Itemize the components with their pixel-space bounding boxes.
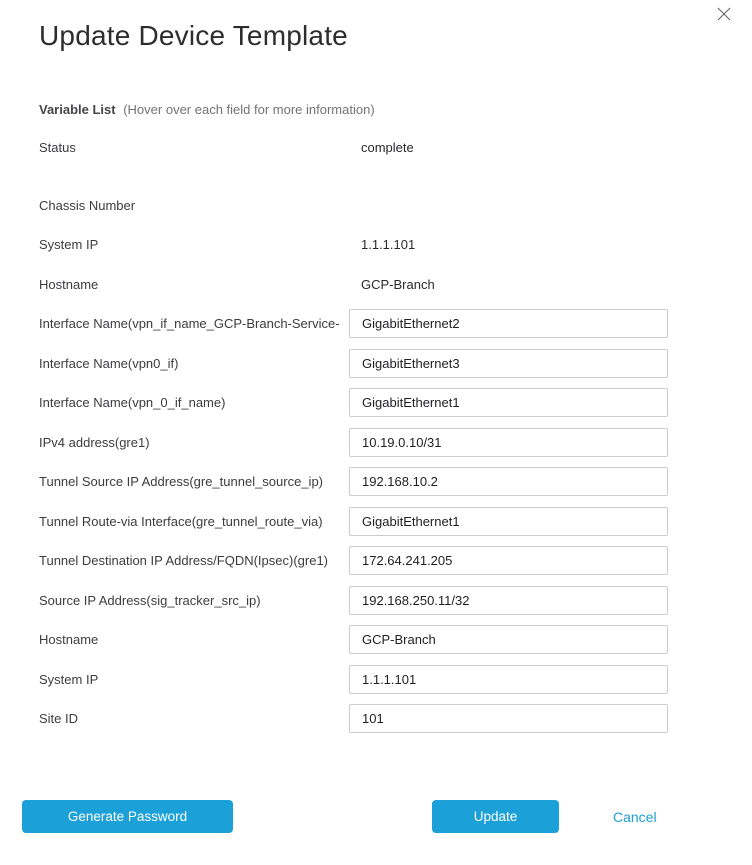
row-label-tunnel-route-via: Tunnel Route-via Interface(gre_tunnel_route_via) [39, 513, 323, 529]
variable-row-ipv4-address-gre1 [0, 423, 752, 463]
cancel-button[interactable]: Cancel [613, 800, 657, 833]
page-title: Update Device Template [39, 20, 348, 51]
variable-row-tunnel-destination [0, 541, 752, 581]
row-label-site-id: Site ID [39, 711, 79, 727]
variable-row-tunnel-source-ip [0, 462, 752, 502]
row-label-interface-name-vpn0-if: Interface Name(vpn0_if) [39, 355, 179, 371]
variable-input-source-ip-sig-tracker[interactable] [349, 586, 668, 615]
variable-input-hostname-input[interactable] [349, 625, 668, 654]
variable-row-hostname-static [0, 265, 752, 305]
variable-row-source-ip-sig-tracker [0, 581, 752, 621]
row-label-system-ip-input: System IP [39, 671, 99, 687]
variable-input-interface-name-service[interactable] [349, 309, 668, 338]
row-label-tunnel-destination: Tunnel Destination IP Address/FQDN(Ipsec)(gre1) [39, 553, 329, 569]
row-label-hostname-input: Hostname [39, 632, 99, 648]
variable-row-chassis-number [0, 186, 752, 226]
close-icon[interactable] [715, 5, 733, 23]
variable-input-interface-name-vpn-0-if-name[interactable] [349, 388, 668, 417]
row-value-hostname-static: GCP-Branch [361, 276, 435, 292]
row-label-interface-name-vpn-0-if-name: Interface Name(vpn_0_if_name) [39, 395, 226, 411]
row-label-chassis-number: Chassis Number [39, 197, 136, 213]
variable-list-heading: Variable List [39, 102, 116, 117]
row-spacer [0, 168, 752, 186]
variable-row-interface-name-vpn0-if [0, 344, 752, 384]
variable-row-site-id [0, 699, 752, 739]
variable-list-header [39, 102, 375, 117]
row-label-source-ip-sig-tracker: Source IP Address(sig_tracker_src_ip) [39, 592, 261, 608]
variable-input-ipv4-address-gre1[interactable] [349, 428, 668, 457]
generate-password-button[interactable]: Generate Password [22, 800, 233, 833]
variable-row-tunnel-route-via [0, 502, 752, 542]
row-label-interface-name-service: Interface Name(vpn_if_name_GCP-Branch-Service- [39, 316, 340, 332]
row-label-status: Status [39, 140, 76, 156]
close-x-glyph [717, 7, 731, 21]
update-button[interactable]: Update [432, 800, 559, 833]
row-value-status: complete [361, 140, 414, 156]
variable-input-system-ip-input[interactable] [349, 665, 668, 694]
variable-row-hostname-input [0, 620, 752, 660]
row-label-system-ip-static: System IP [39, 237, 99, 253]
row-label-hostname-static: Hostname [39, 276, 99, 292]
variable-input-tunnel-destination[interactable] [349, 546, 668, 575]
variable-input-tunnel-route-via[interactable] [349, 507, 668, 536]
dialog-footer [0, 800, 752, 834]
variable-row-system-ip-static [0, 225, 752, 265]
variable-input-interface-name-vpn0-if[interactable] [349, 349, 668, 378]
variable-row-interface-name-service [0, 304, 752, 344]
variable-input-site-id[interactable] [349, 704, 668, 733]
row-value-system-ip-static: 1.1.1.101 [361, 237, 416, 253]
row-label-ipv4-address-gre1: IPv4 address(gre1) [39, 434, 150, 450]
variable-row-interface-name-vpn-0-if-name [0, 383, 752, 423]
row-label-tunnel-source-ip: Tunnel Source IP Address(gre_tunnel_source_ip) [39, 474, 324, 490]
variable-row-system-ip-input [0, 660, 752, 700]
variable-input-tunnel-source-ip[interactable] [349, 467, 668, 496]
variable-row-status [0, 128, 752, 168]
variable-list-hint: (Hover over each field for more information) [123, 102, 375, 117]
variable-list-rows [0, 128, 752, 739]
